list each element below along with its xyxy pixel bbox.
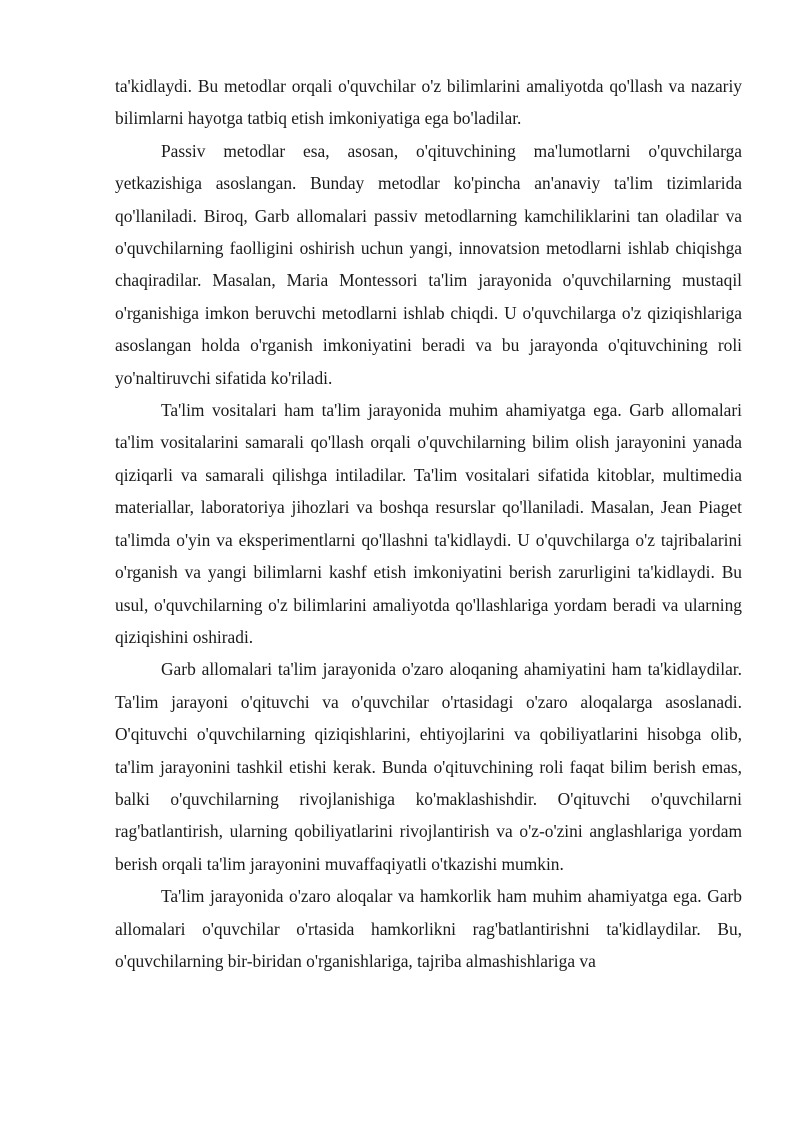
paragraph-4: Garb allomalari ta'lim jarayonida o'zaro aloqaning ahamiyatini ham ta'kidlaydilar. Ta'lim jarayoni o'qituvchi va o'quvchilar o'rtasidagi o'zaro aloqalarga asoslanadi. O'qituvchi o'quvchilarning qiziqishlarini, ehtiyojlarini va qobiliyatlarini hisobga olib, ta'lim jarayonini tashkil etishi kerak. Bunda o'qituvchining roli faqat bilim berish emas, balki o'quvchilarning rivojlanishiga ko'maklashishdir. O'qituvchi o'quvchilarni rag'batlantirish, ularning qobiliyatlarini rivojlantirish va o'z-o'zini anglashlariga yordam berish orqali ta'lim jarayonini muvaffaqiyatli o'tkazishi mumkin. (115, 659, 742, 874)
paragraph-1: ta'kidlaydi. Bu metodlar orqali o'quvchilar o'z bilimlarini amaliyotda qo'llash va nazariy bilimlarni hayotga tatbiq etish imkoniyatiga ega bo'ladilar. (115, 76, 742, 129)
document-page (115, 70, 742, 977)
paragraph-2: Passiv metodlar esa, asosan, o'qituvchining ma'lumotlarni o'quvchilarga yetkazishiga asoslangan. Bunday metodlar ko'pincha an'anaviy ta'lim tizimlarida qo'llaniladi. Biroq, Garb allomalari passiv metodlarning kamchiliklarini tan oladilar va o'quvchilarning faolligini oshirish uchun yangi, innovatsion metodlarni ishlab chiqishga chaqiradilar. Masalan, Maria Montessori ta'lim jarayonida o'quvchilarning mustaqil o'rganishiga imkon beruvchi metodlarni ishlab chiqdi. U o'quvchilarga o'z qiziqishlariga asoslangan holda o'rganish imkoniyatini beradi va bu jarayonda o'qituvchining roli yo'naltiruvchi sifatida ko'riladi. (115, 140, 742, 388)
paragraph-5: Ta'lim jarayonida o'zaro aloqalar va hamkorlik ham muhim ahamiyatga ega. Garb allomalari o'quvchilar o'rtasida hamkorlikni rag'batlantirishni ta'kidlaydilar. Bu, o'quvchilarning bir-biridan o'rganishlariga, tajriba almashishlariga va (115, 886, 742, 971)
paragraph-3: Ta'lim vositalari ham ta'lim jarayonida muhim ahamiyatga ega. Garb allomalari ta'lim vositalarini samarali qo'llash orqali o'quvchilarning bilim olish jarayonini yanada qiziqarli va samarali qilishga intiladilar. Ta'lim vositalari sifatida kitoblar, multimedia materiallar, laboratoriya jihozlari va boshqa resurslar qo'llaniladi. Masalan, Jean Piaget ta'limda o'yin va eksperimentlarni qo'llashni ta'kidlaydi. U o'quvchilarga o'z tajribalarini o'rganish va yangi bilimlarni kashf etish imkoniyatini berish zarurligini ta'kidlaydi. Bu usul, o'quvchilarning o'z bilimlarini amaliyotda qo'llashlariga yordam beradi va ularning qiziqishini oshiradi. (115, 400, 742, 647)
